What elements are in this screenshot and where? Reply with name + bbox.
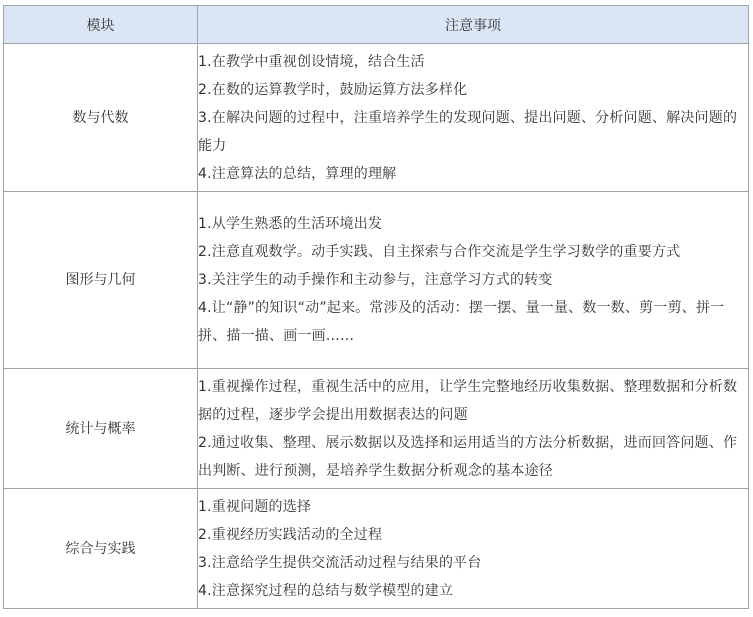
note-item: 1.重视问题的选择 <box>198 498 312 515</box>
notes-cell <box>198 489 749 609</box>
module-cell: 图形与几何 <box>4 192 198 369</box>
header-notes: 注意事项 <box>198 6 749 44</box>
notes-cell <box>198 44 749 192</box>
note-item: 4.让“静”的知识“动”起来。常涉及的活动：摆一摆、量一量、数一数、剪一剪、拼一拼、描一描、画一画…… <box>198 300 725 344</box>
note-item: 3.关注学生的动手操作和主动参与，注意学习方式的转变 <box>198 272 553 288</box>
note-item: 3.注意给学生提供交流活动过程与结果的平台 <box>198 554 482 571</box>
notes-cell <box>198 369 749 489</box>
note-item: 2.注意直观数学。动手实践、自主探索与合作交流是学生学习数学的重要方式 <box>198 244 681 260</box>
note-item: 4.注意算法的总结，算理的理解 <box>198 165 397 182</box>
module-cell: 统计与概率 <box>4 369 198 489</box>
module-cell: 综合与实践 <box>4 489 198 609</box>
table-row <box>4 44 749 192</box>
note-item: 3.在解决问题的过程中，注重培养学生的发现问题、提出问题、分析问题、解决问题的能力 <box>198 109 738 154</box>
table-row <box>4 489 749 609</box>
note-item: 2.在数的运算教学时，鼓励运算方法多样化 <box>198 81 468 98</box>
table-row <box>4 192 749 369</box>
module-cell: 数与代数 <box>4 44 198 192</box>
note-item: 1.从学生熟悉的生活环境出发 <box>198 216 383 232</box>
note-item: 1.重视操作过程，重视生活中的应用，让学生完整地经历收集数据、整理数据和分析数据的过程，逐步学会提出用数据表达的问题 <box>198 378 738 423</box>
table-row <box>4 369 749 489</box>
note-item: 1.在教学中重视创设情境，结合生活 <box>198 53 425 70</box>
header-module: 模块 <box>4 6 198 44</box>
note-item: 2.通过收集、整理、展示数据以及选择和运用适当的方法分析数据，进而回答问题、作出判断、进行预测，是培养学生数据分析观念的基本途径 <box>198 434 738 479</box>
note-item: 4.注意探究过程的总结与数学模型的建立 <box>198 582 454 599</box>
note-item: 2.重视经历实践活动的全过程 <box>198 526 383 543</box>
notes-cell <box>198 192 749 369</box>
header-row <box>4 6 749 44</box>
notes-table <box>3 5 749 609</box>
